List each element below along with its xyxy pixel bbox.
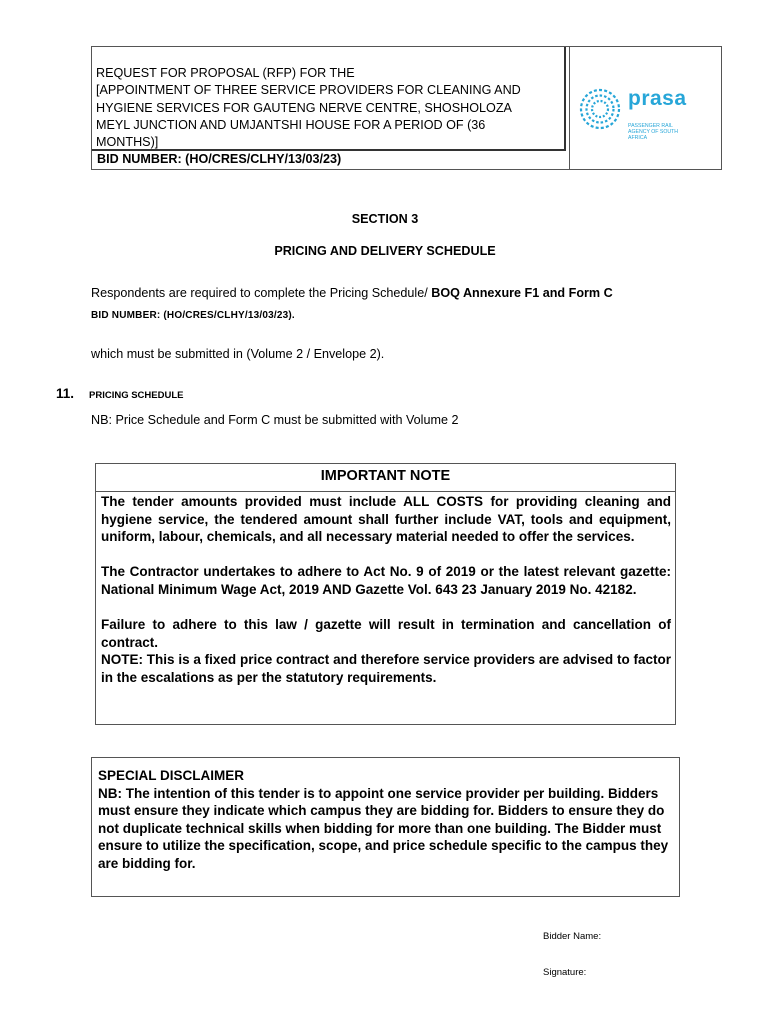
logo-subtitle: PASSENGER RAIL AGENCY OF SOUTH AFRICA bbox=[628, 123, 679, 141]
special-disclaimer-heading: SPECIAL DISCLAIMER bbox=[98, 768, 245, 783]
important-note-paragraph: The Contractor undertakes to adhere to Act No. 9 of 2019 or the latest relevant gazette: National Minimum Wage Act, 2019 AND Gazette Vol. 643 23 January 2019 No. 42182. bbox=[101, 564, 671, 597]
important-note-body bbox=[101, 493, 671, 687]
rfp-title-line: MEYL JUNCTION AND UMJANTSHI HOUSE FOR A PERIOD OF (36 bbox=[96, 117, 486, 132]
special-disclaimer-box bbox=[91, 757, 680, 897]
prasa-logo-icon bbox=[578, 83, 624, 135]
item-note: NB: Price Schedule and Form C must be submitted with Volume 2 bbox=[91, 413, 459, 427]
logo-wordmark: prasa bbox=[628, 87, 687, 110]
intro-paragraph bbox=[91, 286, 691, 300]
header-title-cell bbox=[92, 47, 570, 169]
important-note-heading: IMPORTANT NOTE bbox=[96, 464, 675, 492]
special-disclaimer-body bbox=[98, 767, 673, 873]
section-number: SECTION 3 bbox=[351, 212, 419, 226]
important-note-paragraph: Failure to adhere to this law / gazette will result in termination and cancellation of contract. bbox=[101, 617, 671, 650]
item-title: PRICING SCHEDULE bbox=[89, 390, 184, 401]
header-bid-number: BID NUMBER: (HO/CRES/CLHY/13/03/23) bbox=[97, 152, 342, 166]
prasa-logo bbox=[578, 83, 718, 143]
important-note-paragraph: The tender amounts provided must include ALL COSTS for providing cleaning and hygiene service, the tendered amount shall further include VAT, tools and equipment, uniform, labour, chemicals, and all necessary material needed to offer the services. bbox=[101, 494, 671, 545]
rfp-title bbox=[96, 65, 562, 151]
important-note-box bbox=[95, 463, 676, 725]
rfp-title-line: [APPOINTMENT OF THREE SERVICE PROVIDERS FOR CLEANING AND bbox=[96, 83, 521, 98]
intro-bold: BOQ Annexure F1 and Form C bbox=[431, 286, 613, 300]
bidder-name-label: Bidder Name: bbox=[543, 931, 602, 942]
item-number: 11. bbox=[56, 386, 75, 401]
special-disclaimer-text: NB: The intention of this tender is to appoint one service provider per building. Bidders must ensure they indicate which campus they are bidding for. Bidders to ensure they do not duplicate technical skills when bidding for more than one building. The Bidder must ensure to utilize the specification, scope, and price schedule specific to the campus they are bidding for. bbox=[98, 785, 669, 871]
document-header bbox=[91, 46, 722, 170]
intro-bid-number: BID NUMBER: (HO/CRES/CLHY/13/03/23). bbox=[91, 310, 295, 321]
section-title: PRICING AND DELIVERY SCHEDULE bbox=[274, 244, 496, 258]
rfp-title-line: MONTHS)] bbox=[96, 135, 159, 150]
intro-text: Respondents are required to complete the Pricing Schedule/ bbox=[91, 286, 432, 300]
signature-label: Signature: bbox=[543, 967, 587, 978]
intro-volume: which must be submitted in (Volume 2 / Envelope 2). bbox=[91, 347, 385, 361]
important-note-paragraph: NOTE: This is a fixed price contract and therefore service providers are advised to factor in the escalations as per the statutory requirements. bbox=[101, 652, 671, 685]
rfp-title-line: HYGIENE SERVICES FOR GAUTENG NERVE CENTRE, SHOSHOLOZA bbox=[96, 100, 512, 115]
rfp-title-line: REQUEST FOR PROPOSAL (RFP) FOR THE bbox=[96, 66, 355, 80]
